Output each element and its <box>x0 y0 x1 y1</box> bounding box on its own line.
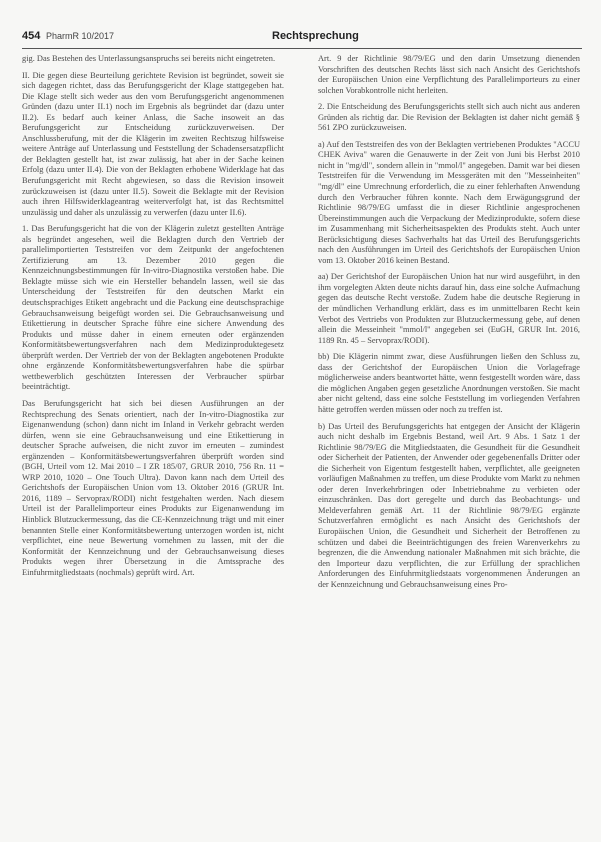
header-divider <box>22 48 582 49</box>
paragraph: Art. 9 der Richtlinie 98/79/EG und den darin Umsetzung dienenden Vorschriften des deutschen Rechts lässt sich nach Ansicht des Gerichtshofs der Europäischen Union eine Verpflichtung des Parallelimporteurs zu einer solchen Vorabkontrolle nicht herleiten. <box>318 54 580 95</box>
paragraph: a) Auf den Teststreifen des von der Beklagten vertriebenen Produktes "ACCU CHEK Aviva" waren die Genauwerte in der Zeit von Juni bis Herbst 2010 nicht in "mg/dl", sondern allein in "mmol/l" angegeben. Damit war bei diesen Teststreifen für die Verwendung im Messgeräten mit den "Messeinheiten" "mg/dl" eine Umrechnung erforderlich, die zu einer fehlerhaften Anwendung durch den Verbraucher führen konnte. Nach dem Erwägungsgrund der Richtlinie 98/79/EG umfasst die in dieser Richtlinie angesprochenen Übereinstimmungen auch die Verpackung der Medizinprodukte, sofern diese im Zusammenhang mit Sicherheitsaspekten des Produkts steht. Auch unter Berücksichtigung dieses Sachverhalts hat das Urteil des Berufungsgerichts nach den Ausführungen im Urteil des Gerichtshofs der Europäischen Union vom 13. Oktober 2016 keinen Bestand. <box>318 139 580 265</box>
paragraph: 2. Die Entscheidung des Berufungsgerichts stellt sich auch nicht aus anderen Gründen als richtig dar. Die Revision der Beklagten ist daher nicht gemäß § 561 ZPO zurückzuweisen. <box>318 102 580 133</box>
paragraph: Das Berufungsgericht hat sich bei diesen Ausführungen an der Rechtsprechung des Senats orientiert, nach der In-vitro-Diagnostika zur Eigenanwendung (schon) dann nicht im Inland in Verkehr gebracht werden dürfen, wenn sie eine Gebrauchsanweisung und eine Etikettierung in deutscher Sprache aufweisen, die nicht zuvor im erneuten – zumindest ergänzenden – Konformitätsbewertungsverfahren überprüft worden sind (BGH, Urteil vom 12. Mai 2010 – I ZR 185/07, GRUR 2010, 756 Rn. 11 = WRP 2010, 1020 – One Touch Ultra). Davon kann nach dem Urteil des Gerichtshofs der Europäischen Union vom 13. Oktober 2016 (GRUR Int. 2016, 1189 – Servoprax/RODI) nicht festgehalten werden. Nach diesem Urteil ist der Parallelimporteur eines Produkts zur Eigenanwendung im Hinblick Blutzuckermessung, das die CE-Kennzeichnung trägt und mit einer benannten Stelle einer Konformitätsbewertung unterzogen worden ist, nicht verpflichtet, eine neue Bewertung vornehmen zu lassen, mit der die Konformität der Kennzeichnung und der Gebrauchsanweisung dieses Produkts wegen ihrer Übersetzung in die Amtssprache des Einfuhrmitgliedstaats (nochmals) geprüft wird. Art. <box>22 398 284 577</box>
paragraph: II. Die gegen diese Beurteilung gerichtete Revision ist begründet, soweit sie sich dagegen richtet, dass das Berufungsgericht der Klage stattgegeben hat. Die Klage stellt sich weder aus den vom Berufungsgericht angenommenen Gründen (dazu unter II.1) noch im Ergebnis als begründet dar (dazu unter II.2). Es bedarf auch keiner Anlass, die Sache insoweit an das Berufungsgericht zur Entscheidung zurückzuverweisen. Der Anschlussberufung, mit der die Klägerin im zweiten Rechtszug hilfsweise weitere Anträge auf Unterlassung und Feststellung der Schadensersatzpflicht der Beklagten gestellt hat, ist zwar zulässig, hat aber in der Sache keinen Erfolg (dazu unter II.4). Die von der Beklagten erhobene Widerklage hat das Berufungsgericht mit Recht abgewiesen, so dass die Revision insoweit zurückzuweisen ist (dazu unter II.5). Soweit die Beklagte mit der Revision auch ihren Hilfswiderklageantrag weiterverfolgt hat, ist das Rechtsmittel unzulässig und daher als unzulässig zu verwerfen (dazu unter II.6). <box>22 70 284 217</box>
paragraph: b) Das Urteil des Berufungsgerichts hat entgegen der Ansicht der Klägerin auch nicht deshalb im Ergebnis Bestand, weil Art. 9 Abs. 1 Satz 1 der Richtlinie 98/79/EG die Mitgliedstaaten, die Gesundheit für die Gesundheit oder Sicherheit der Patienten, der Anwender oder gegebenenfalls Dritter oder die Sicherheit von Eigentum festgestellt haben, verpflichtet, alle geeigneten vorläufigen Maßnahmen zu treffen, um diese Produkte vom Markt zu nehmen oder deren Inverkehrbringen oder Inbetriebnahme zu verbieten oder einzuschränken. Das dort geregelte und durch das Beobachtungs- und Meldeverfahren gemäß Art. 11 der Richtlinie 98/79/EG ergänzte Schutzverfahren ermöglicht es nach Ansicht des Gerichtshofs der Europäischen Union, die Gesundheit und Sicherheit der Betroffenen zu schützen und dabei die Beeinträchtigungen des freien Warenverkehrs zu begrenzen, die die Anwendung nationaler Maßnahmen mit sich brächte, die den Importeur dazu verpflichten, die zur Erfüllung der sprachlichen Anforderungen des Einfuhrmitgliedstaats vorgenommenen Änderungen an der Kennzeichnung und Gebrauchsanweisung eines Pro- <box>318 421 580 589</box>
section-title: Rechtsprechung <box>272 30 359 42</box>
journal-citation: PharmR 10/2017 <box>46 31 115 41</box>
page-number: 454 <box>22 30 41 42</box>
page-header <box>22 30 582 48</box>
right-column <box>318 54 580 824</box>
paragraph: gig. Das Bestehen des Unterlassungsanspruchs sei bereits nicht eingetreten. <box>22 54 276 63</box>
left-column <box>22 54 284 824</box>
paragraph: 1. Das Berufungsgericht hat die von der Klägerin zuletzt gestellten Anträge als begründet angesehen, weil die Beklagten durch den Vertrieb der parallelimportierten Teststreifen vor dem Zeitpunkt der angefochtenen Zertifizierung am 13. Dezember 2010 gegen die Kennzeichnungsbestimmungen für In-vitro-Diagnostika verstoßen habe. Die Beklagte müsse sich wie ein Hersteller behandeln lassen, weil sie das Unterscheidung der Teststreifen für den deutschen Markt ein deutschsprachiges Etikett angebracht und die Packung eine deutschsprachige Gebrauchsanweisung beigefügt worden sei. Die Gebrauchsanweisung und Etikettierung in deutscher Sprache führe eine sichere Anwendung des Produkts und müsse daher in einem erneuten oder ergänzenden Konformitätsbewertungsverfahren nach dem Medizinproduktegesetz überprüft werden. Der Vertrieb der von der Beklagten angebotenen Produkte ohne ergänzende Konformitätsbewertungsverfahren habe die spürbar wettbewerblich geschützten Interessen der Verbraucher spürbar beeinträchtigt. <box>22 224 284 392</box>
paragraph: bb) Die Klägerin nimmt zwar, diese Ausführungen ließen den Schluss zu, dass der Gerichtshof der Europäischen Union die Vorlagefrage möglicherweise anders beantwortet hätte, wenn festgestellt worden wäre, dass die möglichen Angaben gegen gesetzliche Anordnungen verstoßen. Sie macht aber nicht geltend, dass eine solche Feststellung im vorliegenden Verfahren hätte getroffen werden müssen oder noch zu treffen ist. <box>318 352 580 414</box>
paragraph: aa) Der Gerichtshof der Europäischen Union hat nur wird ausgeführt, in den ihm vorgelegten Akten deute nichts darauf hin, dass eine solche Aufmachung gegen das deutsche Recht verstoße. Zudem habe die deutsche Regierung in der mündlichen Verhandlung erklärt, dass es im unmittelbaren Recht kein Verbot des Vertriebs von Produkten zur Blutzuckermessung gebe, auf denen allein die Messeinheit "mmol/l" angegeben sei (EuGH, GRUR Int. 2016, 1189 Rn. 45 – Servoprax/RODI). <box>318 272 580 345</box>
